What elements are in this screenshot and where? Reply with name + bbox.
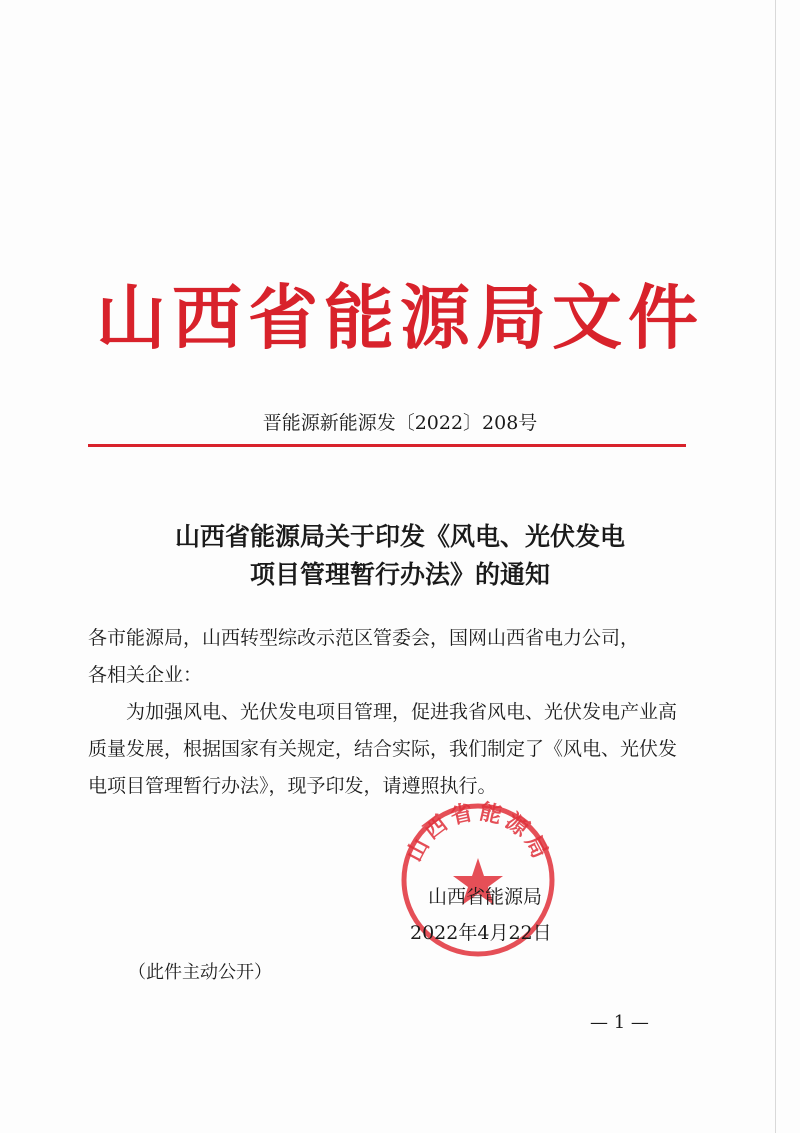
svg-text:山西省能源局 xyxy=(402,800,554,866)
issuer-name: 山西省能源局 xyxy=(428,886,543,908)
addressee xyxy=(88,620,688,694)
notice-title xyxy=(0,518,800,594)
document-number: 晋能源新能源发〔2022〕208号 xyxy=(262,412,538,434)
notice-title-line-2: 项目管理暂行办法》的通知 xyxy=(249,560,550,589)
notice-title-line-1: 山西省能源局关于印发《风电、光伏发电 xyxy=(174,522,625,551)
issue-date: 2022年4月22日 xyxy=(410,922,552,944)
seal-text: 山西省能源局 xyxy=(402,800,554,867)
addressee-line-1: 各市能源局，山西转型综改示范区管委会，国网山西省电力公司， xyxy=(88,627,640,649)
disclosure-note: （此件主动公开） xyxy=(128,962,272,983)
red-divider-line xyxy=(88,444,686,447)
body-paragraph: 为加强风电、光伏发电项目管理，促进我省风电、光伏发电产业高质量发展，根据国家有关规定，结合实际，我们制定了《风电、光伏发电项目管理暂行办法》，现予印发，请遵照执行。 xyxy=(88,701,678,797)
document-header-title: 山西省能源局文件 xyxy=(96,277,704,359)
page-number: — 1 — xyxy=(590,1012,649,1033)
addressee-line-2: 各相关企业： xyxy=(88,664,203,686)
